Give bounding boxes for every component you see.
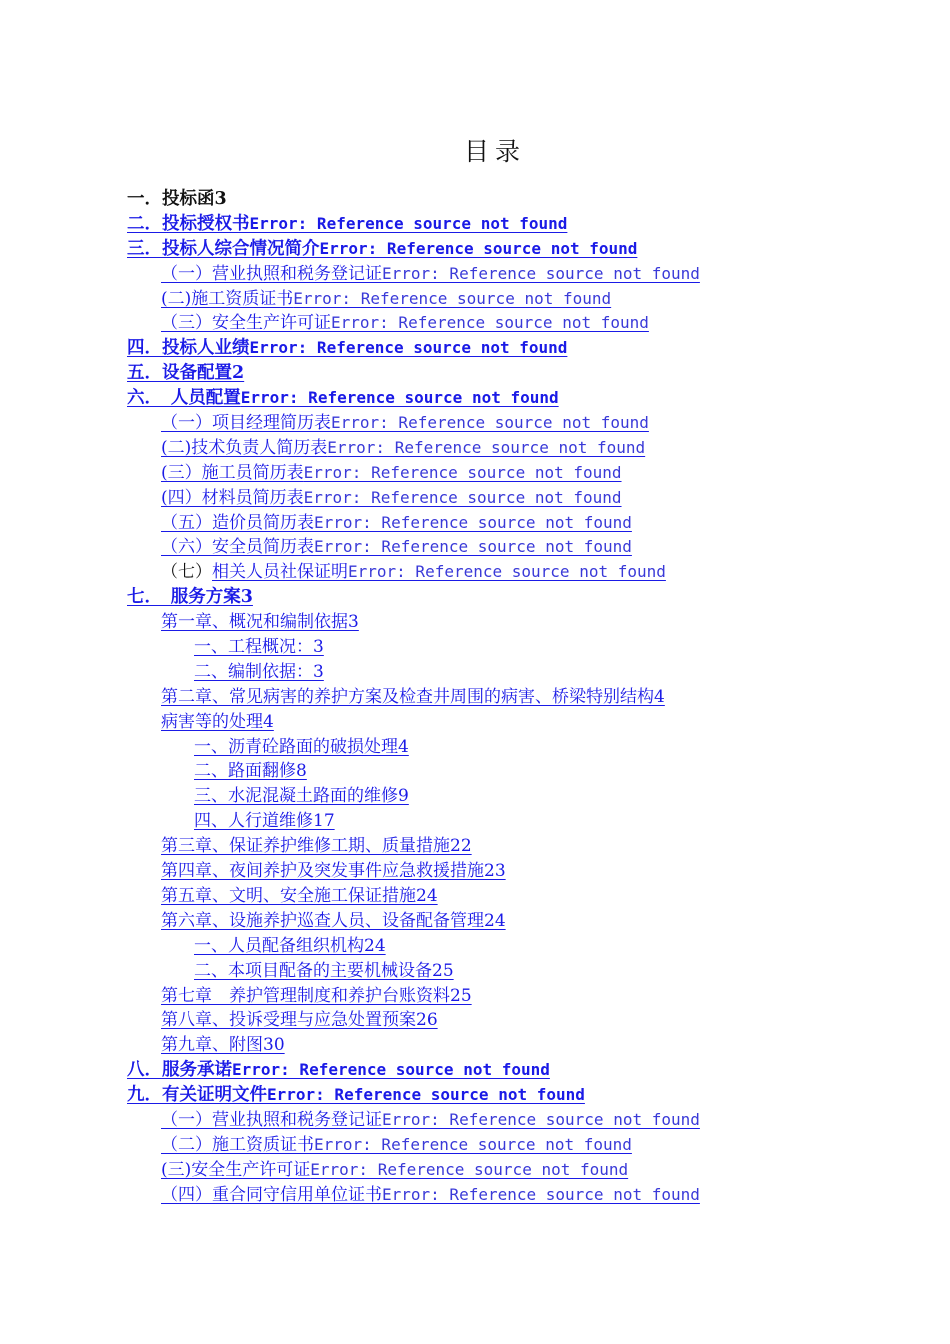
toc-entry-link[interactable] [127, 388, 559, 408]
toc-entry-link[interactable] [161, 911, 506, 931]
toc-entry [127, 535, 927, 560]
toc-entry [127, 759, 927, 784]
toc-entry-text: （三）安全生产许可证 [161, 313, 331, 334]
toc-entry-text: 四、人行道维修 [194, 811, 313, 832]
toc-entry-page-number: 3 [240, 587, 253, 608]
toc-entry-link[interactable] [161, 289, 611, 309]
toc-entry-error: Error: Reference source not found [232, 1060, 550, 1080]
toc-entry-text: (三）施工员简历表 [161, 462, 304, 483]
toc-entry-error: Error: Reference source not found [249, 338, 568, 358]
toc-entry-text: 病害等的处理 [161, 711, 263, 732]
toc-entry-link[interactable] [161, 1035, 285, 1055]
toc-entry-page-number: 24 [416, 885, 438, 906]
toc-entry-page-number: 30 [263, 1035, 285, 1056]
toc-entry-page-number: 3 [313, 637, 324, 658]
toc-entry-text: 五．设备配置 [127, 363, 232, 384]
toc-entry [127, 1158, 927, 1183]
toc-entry [127, 336, 927, 361]
toc-entry [127, 959, 927, 984]
toc-entry [127, 237, 927, 262]
toc-entry-text: 第二章、常见病害的养护方案及检查井周围的病害、桥梁特别结构 [161, 686, 654, 707]
toc-entry [127, 361, 927, 386]
toc-entry [127, 610, 927, 635]
toc-entry [127, 461, 927, 486]
toc-entry-link[interactable] [161, 1185, 700, 1205]
toc-entry-text: 第五章、文明、安全施工保证措施 [161, 885, 416, 906]
toc-entry [127, 909, 927, 934]
toc-entry-error: Error: Reference source not found [240, 388, 559, 408]
toc-entry-link[interactable] [127, 214, 567, 234]
toc-entry-text: 第七章 养护管理制度和养护台账资料 [161, 985, 450, 1006]
toc-entry-text: 第三章、保证养护维修工期、质量措施 [161, 836, 450, 857]
toc-entry [127, 311, 927, 336]
toc-entry-text: (二)技术负责人简历表 [161, 437, 328, 458]
toc-entry [127, 187, 927, 212]
toc-entry-page-number: 23 [484, 861, 506, 882]
toc-entry-link[interactable] [212, 562, 666, 582]
toc-entry-link[interactable] [194, 737, 409, 757]
toc-entry-page-number: 26 [416, 1010, 438, 1031]
toc-entry-text: （一）项目经理简历表 [161, 413, 331, 434]
toc-entry-text: （五）造价员简历表 [161, 512, 314, 533]
toc-entry-page-number: 4 [398, 736, 409, 757]
table-of-contents [127, 187, 927, 1208]
toc-entry-error: Error: Reference source not found [319, 238, 638, 258]
toc-entry-page-number: 4 [654, 686, 665, 707]
toc-entry [127, 710, 927, 735]
toc-entry [127, 287, 927, 312]
toc-entry [127, 984, 927, 1009]
toc-entry-link[interactable] [194, 637, 324, 657]
toc-entry-link[interactable] [161, 537, 632, 557]
toc-entry-prefix: （七） [161, 562, 212, 583]
toc-entry-page-number: 17 [313, 811, 335, 832]
toc-entry-page-number: 4 [263, 711, 274, 732]
toc-entry [127, 1033, 927, 1058]
toc-entry-page-number: 22 [450, 836, 472, 857]
toc-entry-error: Error: Reference source not found [314, 537, 632, 557]
toc-entry-error: Error: Reference source not found [314, 1134, 632, 1154]
toc-entry-error: Error: Reference source not found [327, 437, 646, 457]
toc-entry-text: （一）营业执照和税务登记证 [161, 263, 382, 284]
toc-entry-text: （一）营业执照和税务登记证 [161, 1109, 382, 1130]
toc-entry-error: Error: Reference source not found [382, 1184, 700, 1204]
toc-entry-text: 相关人员社保证明 [212, 562, 348, 583]
toc-entry-text: 三．投标人综合情况简介 [127, 238, 320, 259]
toc-entry-text: 第六章、设施养护巡查人员、设备配备管理 [161, 910, 484, 931]
toc-entry-link[interactable] [161, 861, 506, 881]
toc-entry [127, 884, 927, 909]
toc-entry-text: 第四章、夜间养护及突发事件应急救援措施 [161, 861, 484, 882]
toc-entry [127, 511, 927, 536]
toc-entry-text: (三)安全生产许可证 [161, 1159, 311, 1180]
toc-entry-page-number: 3 [348, 612, 359, 633]
toc-entry-link[interactable] [161, 687, 665, 707]
toc-entry [127, 560, 927, 585]
toc-entry-text: 一、工程概况： [194, 637, 313, 658]
toc-entry [127, 685, 927, 710]
toc-entry-link[interactable] [161, 264, 700, 284]
toc-entry-page-number: 24 [484, 910, 506, 931]
toc-entry-link[interactable] [161, 712, 274, 732]
toc-entry-text: 六． 人员配置 [127, 388, 241, 409]
toc-entry-link[interactable] [161, 438, 645, 458]
toc-entry-text: （六）安全员简历表 [161, 537, 314, 558]
toc-entry-error: Error: Reference source not found [303, 487, 622, 507]
toc-entry-error: Error: Reference source not found [382, 1109, 700, 1129]
toc-entry-link[interactable] [194, 811, 335, 831]
toc-entry [127, 1108, 927, 1133]
toc-entry [127, 1083, 927, 1108]
toc-entry [127, 1058, 927, 1083]
toc-entry-page-number: 8 [296, 761, 307, 782]
toc-entry [127, 411, 927, 436]
toc-entry [127, 1008, 927, 1033]
toc-entry-link[interactable] [161, 612, 359, 632]
toc-entry-error: Error: Reference source not found [267, 1085, 585, 1105]
toc-title: 目录 [463, 137, 526, 166]
toc-entry-text: 四．投标人业绩 [127, 338, 250, 359]
toc-entry-page-number: 3 [313, 661, 324, 682]
toc-entry-text: 三、水泥混凝土路面的维修 [194, 786, 398, 807]
toc-entry-link[interactable] [161, 886, 438, 906]
toc-entry-link[interactable] [161, 1010, 438, 1030]
toc-entry-link[interactable] [194, 662, 324, 682]
toc-entry-text: 二．投标授权书 [127, 213, 250, 234]
toc-entry-link[interactable] [194, 786, 409, 806]
toc-entry-link[interactable] [127, 338, 567, 358]
toc-entry-text: 七． 服务方案 [127, 587, 241, 608]
toc-entry-link[interactable] [161, 1160, 628, 1180]
toc-entry-text: 第九章、附图 [161, 1035, 263, 1056]
toc-entry-link[interactable] [127, 1060, 550, 1080]
toc-entry [127, 486, 927, 511]
toc-entry [127, 859, 927, 884]
toc-entry-text: (四）材料员简历表 [161, 487, 304, 508]
toc-entry-text: （二）施工资质证书 [161, 1134, 314, 1155]
toc-entry-link[interactable] [194, 761, 307, 781]
toc-entry-error: Error: Reference source not found [293, 288, 612, 308]
toc-entry-page-number: 3 [214, 189, 227, 209]
toc-entry [127, 735, 927, 760]
toc-entry-error: Error: Reference source not found [303, 462, 622, 482]
toc-entry-error: Error: Reference source not found [331, 313, 649, 333]
toc-entry [127, 1183, 927, 1208]
toc-entry-link[interactable] [161, 1110, 700, 1130]
toc-entry [127, 784, 927, 809]
toc-entry-page-number: 2 [232, 363, 245, 384]
toc-entry-link[interactable] [127, 587, 253, 607]
toc-entry [127, 436, 927, 461]
toc-entry [127, 386, 927, 411]
toc-entry-text: 二、编制依据： [194, 661, 313, 682]
toc-entry-link[interactable] [161, 1135, 632, 1155]
toc-entry-error: Error: Reference source not found [382, 263, 700, 283]
toc-entry-link[interactable] [161, 836, 472, 856]
toc-entry-error: Error: Reference source not found [249, 213, 568, 233]
toc-entry-error: Error: Reference source not found [348, 562, 666, 582]
toc-entry-link[interactable] [127, 363, 244, 383]
toc-entry-link[interactable] [127, 189, 227, 209]
toc-entry-text: 二、路面翻修 [194, 761, 296, 782]
toc-entry-text: 八．服务承诺 [127, 1060, 232, 1081]
toc-entry-link[interactable] [127, 239, 637, 259]
toc-entry-text: 九．有关证明文件 [127, 1085, 267, 1106]
toc-entry-page-number: 24 [364, 935, 386, 956]
toc-entry-page-number: 25 [432, 960, 454, 981]
toc-entry-error: Error: Reference source not found [310, 1159, 629, 1179]
toc-entry [127, 934, 927, 959]
toc-entry-link[interactable] [161, 313, 649, 333]
toc-entry-link[interactable] [194, 936, 386, 956]
toc-entry-link[interactable] [161, 513, 632, 533]
toc-entry-link[interactable] [161, 463, 622, 483]
toc-entry-text: 一、人员配备组织机构 [194, 935, 364, 956]
toc-entry-link[interactable] [194, 961, 454, 981]
toc-entry [127, 834, 927, 859]
toc-entry-text: 第一章、概况和编制依据 [161, 612, 348, 633]
toc-entry [127, 635, 927, 660]
toc-entry-link[interactable] [127, 1085, 585, 1105]
toc-entry-link[interactable] [161, 986, 472, 1006]
toc-entry-page-number: 9 [398, 786, 409, 807]
toc-entry-text: 第八章、投诉受理与应急处置预案 [161, 1010, 416, 1031]
toc-entry [127, 1133, 927, 1158]
toc-entry [127, 660, 927, 685]
toc-entry [127, 809, 927, 834]
toc-entry-text: 一、沥青砼路面的破损处理 [194, 736, 398, 757]
toc-entry-error: Error: Reference source not found [314, 512, 632, 532]
toc-entry-text: (二)施工资质证书 [161, 288, 294, 309]
toc-entry-text: （四）重合同守信用单位证书 [161, 1184, 382, 1205]
toc-entry-text: 二、本项目配备的主要机械设备 [194, 960, 432, 981]
toc-entry [127, 212, 927, 237]
toc-entry [127, 262, 927, 287]
toc-entry-error: Error: Reference source not found [331, 413, 649, 433]
toc-entry-text: 一．投标函 [127, 189, 215, 209]
toc-entry-link[interactable] [161, 488, 622, 508]
toc-entry-page-number: 25 [450, 985, 472, 1006]
toc-entry [127, 585, 927, 610]
toc-entry-link[interactable] [161, 413, 649, 433]
